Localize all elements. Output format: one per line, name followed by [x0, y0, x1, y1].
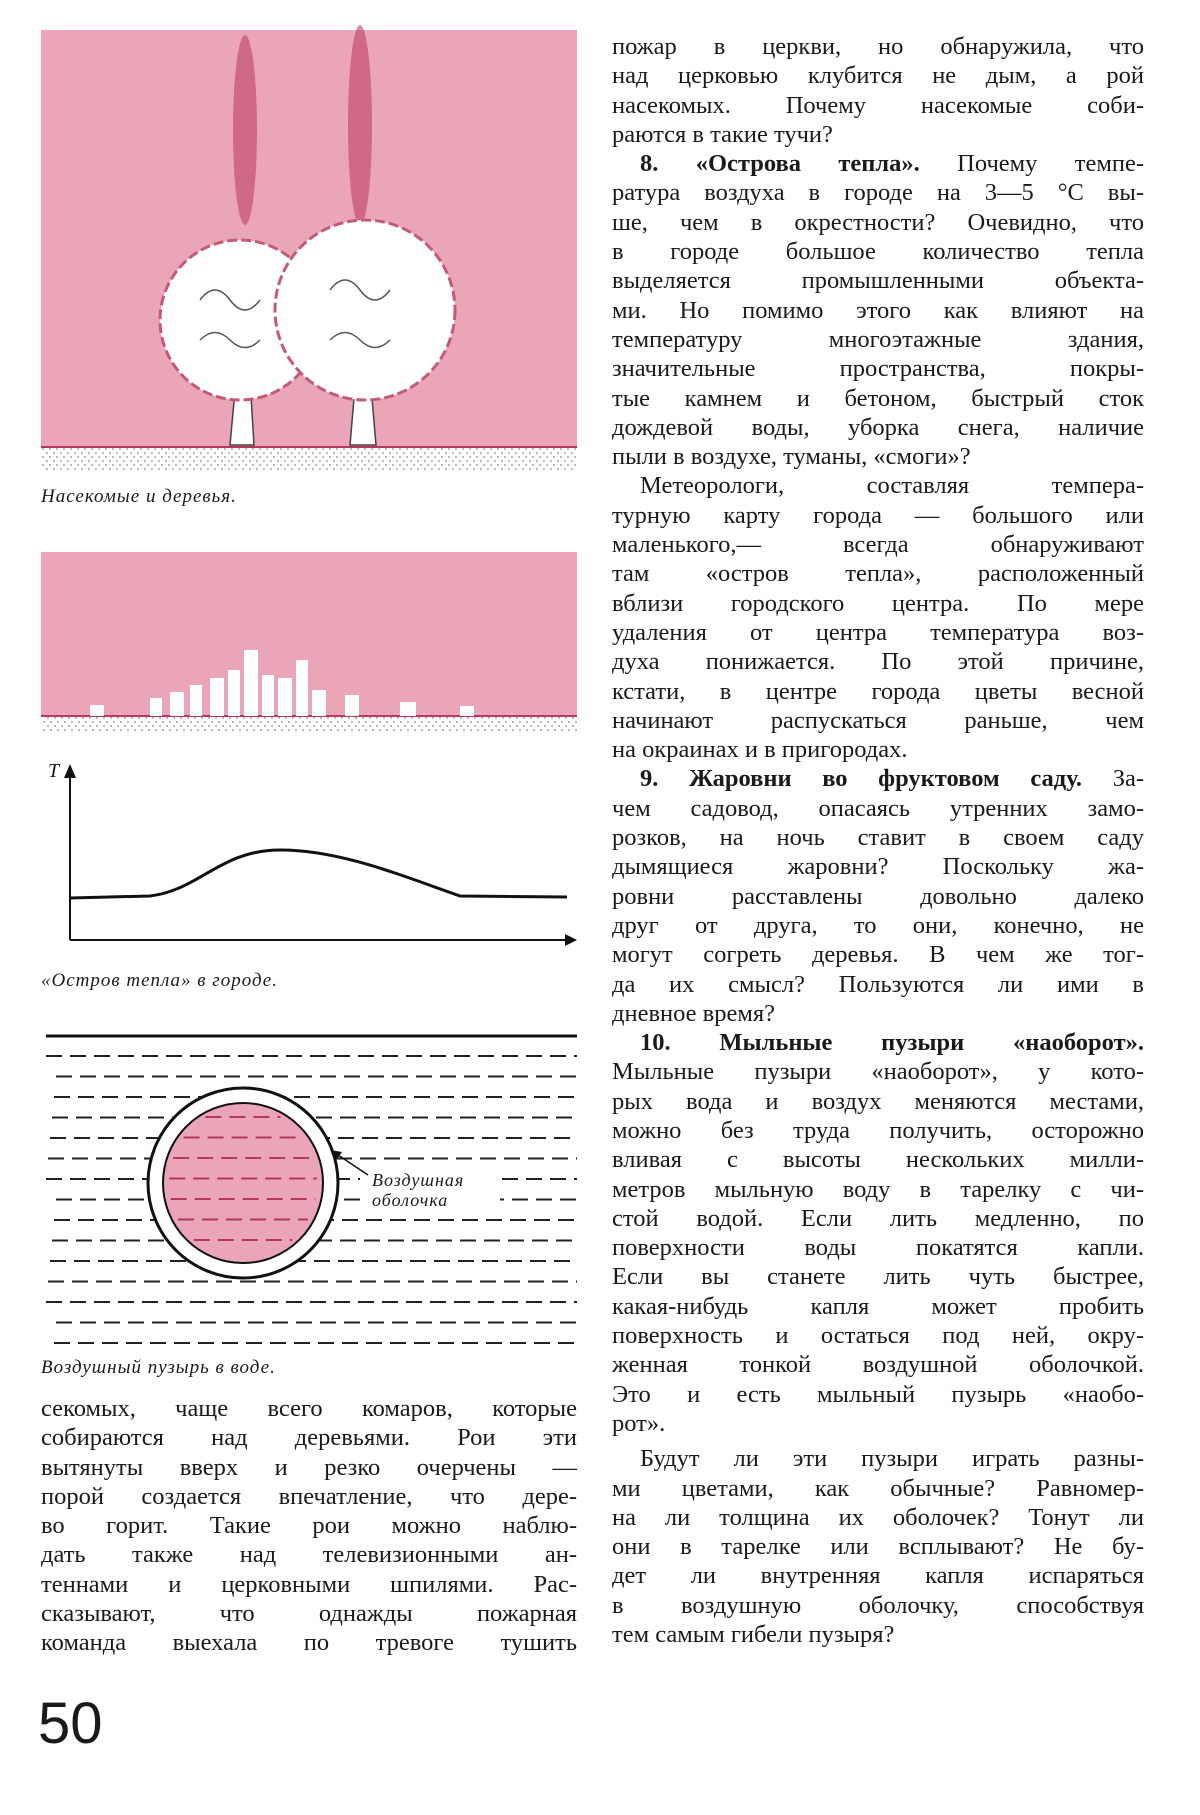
text-line: там «остров тепла», расположенный — [612, 560, 1144, 588]
text-line: значительные пространства, покры- — [612, 355, 1144, 383]
text-line: маленького,— всегда обнаруживают — [612, 531, 1144, 559]
text-line: дать также над телевизионными ан- — [41, 1541, 577, 1569]
text-line: могут согреть деревья. В чем же тог- — [612, 941, 1144, 969]
text-line: в воздушную оболочку, способствуя — [612, 1591, 1144, 1619]
text-line: вытянуты вверх и резко очерчены — — [41, 1453, 577, 1481]
text-line — [612, 149, 1144, 178]
text-line: дождевой воды, уборка снега, наличие — [612, 413, 1144, 441]
bubble-label — [372, 1170, 464, 1210]
temperature-curve — [70, 850, 567, 898]
text-line: Мыльные пузыри «наоборот», у кото- — [612, 1058, 1144, 1086]
text-span: Почему темпе- — [919, 150, 1144, 178]
text-line: тые камнем и бетоном, быстрый сток — [612, 384, 1144, 412]
section-heading: 9. Жаровни во фруктовом саду. — [640, 765, 1083, 793]
text-line: Метеорологи, составляя темпера- — [640, 472, 1144, 500]
insect-swarm — [233, 35, 257, 225]
text-line: поверхности воды покатятся капли. — [612, 1234, 1144, 1262]
temperature-graph — [64, 764, 577, 946]
text-line: в городе большое количество тепла — [612, 238, 1144, 266]
bubble-label-line: Воздушная — [372, 1170, 465, 1190]
city-illustration — [41, 552, 577, 717]
text-line: женная тонкой воздушной оболочкой. — [612, 1351, 1144, 1379]
section-heading: 8. «Острова тепла». — [640, 150, 920, 178]
text-line: секомых, чаще всего комаров, которые — [41, 1395, 577, 1422]
y-axis-arrow-icon — [64, 764, 76, 778]
left-text-column — [41, 1394, 577, 1658]
heat-island-caption: «Остров тепла» в городе. — [41, 970, 278, 991]
text-line: температуру многоэтажные здания, — [612, 325, 1144, 353]
text-line: дет ли внутренняя капля испаряться — [612, 1562, 1144, 1590]
insect-swarm — [348, 25, 372, 225]
text-line: на окраинах и в пригородах. — [612, 736, 908, 764]
text-line: пожар в церкви, но обнаружила, что — [612, 33, 1144, 60]
text-line: друг от друга, то они, конечно, не — [612, 911, 1144, 939]
x-axis-arrow-icon — [565, 934, 577, 946]
text-line: кстати, в центре города цветы весной — [612, 677, 1144, 705]
right-text-column — [612, 32, 1144, 1649]
text-line: ми. Но помимо этого как влияют на — [612, 296, 1144, 324]
text-line: рых вода и воздух меняются местами, — [612, 1087, 1144, 1115]
text-line: команда выехала по тревоге тушить — [41, 1629, 577, 1657]
text-span: За- — [1082, 765, 1145, 793]
text-line — [612, 1028, 1144, 1057]
text-line: Это и есть мыльный пузырь «наобо- — [612, 1380, 1144, 1408]
air-bubble-illustration — [46, 1036, 577, 1343]
text-line: духа понижается. По этой причине, — [612, 648, 1144, 676]
text-line: ше, чем в окрестности? Очевидно, что — [612, 208, 1144, 236]
text-line: розков, на ночь ставит в своем саду — [612, 824, 1144, 852]
text-line: теннами и церковными шпилями. Рас- — [41, 1570, 577, 1598]
text-line: вливая с высоты нескольких милли- — [612, 1146, 1144, 1174]
text-line: удаления от центра температура воз- — [612, 618, 1144, 646]
text-line: над церковью клубится не дым, а рой — [612, 62, 1144, 90]
text-line: можно без труда получить, осторожно — [612, 1116, 1144, 1144]
pointer-arrow — [335, 1153, 368, 1175]
text-line: ратура воздуха в городе на 3—5 °С вы- — [612, 179, 1144, 207]
text-line: метров мыльную воду в тарелку с чи- — [612, 1175, 1144, 1203]
text-line: насекомых. Почему насекомые соби- — [612, 91, 1144, 119]
text-line: стой водой. Если лить медленно, по — [612, 1204, 1144, 1232]
text-line: турную карту города — большого или — [612, 501, 1144, 529]
text-line: начинают распускаться раньше, чем — [612, 706, 1144, 734]
text-line: сказывают, что однажды пожарная — [41, 1600, 577, 1628]
text-line: рот». — [612, 1409, 666, 1437]
text-line: пыли в воздухе, туманы, «смоги»? — [612, 443, 971, 471]
tree-crown — [275, 220, 455, 400]
text-line: Будут ли эти пузыри играть разны- — [640, 1445, 1144, 1473]
text-line: выделяется промышленными объекта- — [612, 267, 1144, 295]
bubble-caption: Воздушный пузырь в воде. — [41, 1357, 276, 1378]
graph-axis-label: T — [48, 760, 60, 782]
text-line: да их смысл? Пользуются ли ими в — [612, 970, 1144, 998]
text-line: какая-нибудь капля может пробить — [612, 1292, 1144, 1320]
text-line: ровни расставлены довольно далеко — [612, 882, 1144, 910]
text-line: Если вы станете лить чуть быстрее, — [612, 1263, 1144, 1291]
trees-caption: Насекомые и деревья. — [41, 486, 237, 507]
text-line: во горит. Такие рои можно наблю- — [41, 1512, 577, 1540]
text-line: раются в такие тучи? — [612, 120, 833, 148]
text-line: дневное время? — [612, 999, 776, 1027]
insects-trees-illustration — [41, 25, 577, 472]
text-line: собираются над деревьями. Рои эти — [41, 1424, 577, 1452]
page-number: 50 — [38, 1691, 103, 1756]
text-line — [612, 764, 1144, 793]
text-line: тем самым гибели пузыря? — [612, 1621, 895, 1649]
text-line: ми цветами, как обычные? Равномер- — [612, 1474, 1144, 1502]
text-line: на ли толщина их оболочек? Тонут ли — [612, 1503, 1144, 1531]
text-line: порой создается впечатление, что дере- — [41, 1482, 577, 1510]
section-heading: 10. Мыльные пузыри «наоборот». — [640, 1029, 1144, 1057]
text-line: они в тарелке или всплывают? Не бу- — [612, 1533, 1144, 1561]
bubble-label-line: оболочка — [372, 1190, 449, 1210]
text-line: поверхность и остаться под ней, окру- — [612, 1322, 1144, 1350]
text-line: чем садовод, опасаясь утренних замо- — [612, 794, 1144, 822]
text-line: вблизи городского центра. По мере — [612, 589, 1144, 617]
text-line: дымящиеся жаровни? Поскольку жа- — [612, 853, 1144, 881]
